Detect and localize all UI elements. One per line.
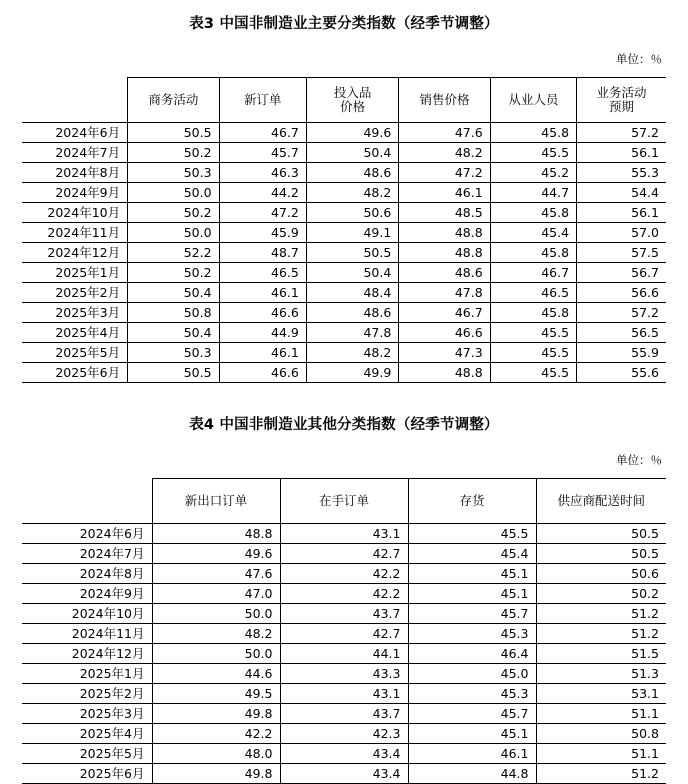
row-label: 2025年2月 — [22, 283, 128, 303]
table-row — [22, 704, 666, 724]
table4-unit-gap — [22, 468, 666, 478]
cell-value: 47.8 — [306, 323, 398, 343]
cell-value: 48.8 — [399, 223, 490, 243]
cell-value: 48.8 — [152, 524, 280, 544]
cell-value: 48.7 — [219, 243, 306, 263]
cell-value: 44.2 — [219, 183, 306, 203]
cell-value: 50.3 — [128, 163, 219, 183]
table3-unit-gap — [22, 67, 666, 77]
table3-col-header-line2: 预期 — [609, 99, 635, 114]
table4-col-header — [408, 479, 536, 524]
cell-value: 46.1 — [219, 343, 306, 363]
row-label: 2024年12月 — [22, 243, 128, 263]
cell-value: 57.5 — [577, 243, 666, 263]
row-label: 2024年8月 — [22, 163, 128, 183]
cell-value: 45.5 — [490, 143, 576, 163]
cell-value: 45.5 — [490, 363, 576, 383]
cell-value: 50.6 — [306, 203, 398, 223]
cell-value: 50.5 — [536, 524, 666, 544]
cell-value: 50.0 — [128, 223, 219, 243]
table3-col-header-line1: 新订单 — [243, 91, 282, 107]
cell-value: 46.7 — [399, 303, 490, 323]
row-label: 2024年6月 — [22, 524, 152, 544]
cell-value: 46.6 — [219, 363, 306, 383]
table3-col-header-line1: 从业人员 — [508, 91, 559, 107]
cell-value: 45.8 — [490, 203, 576, 223]
row-label: 2024年6月 — [22, 123, 128, 143]
cell-value: 46.4 — [408, 644, 536, 664]
table-row — [22, 564, 666, 584]
cell-value: 51.2 — [536, 764, 666, 784]
cell-value: 49.9 — [306, 363, 398, 383]
table4-col-header-line1: 新出口订单 — [184, 492, 248, 508]
cell-value: 46.6 — [219, 303, 306, 323]
cell-value: 45.0 — [408, 664, 536, 684]
cell-value: 50.6 — [536, 564, 666, 584]
cell-value: 49.8 — [152, 764, 280, 784]
cell-value: 46.1 — [399, 183, 490, 203]
cell-value: 43.1 — [280, 684, 408, 704]
cell-value: 45.1 — [408, 724, 536, 744]
table-row — [22, 203, 666, 223]
cell-value: 42.2 — [280, 564, 408, 584]
cell-value: 56.1 — [577, 203, 666, 223]
cell-value: 48.2 — [306, 343, 398, 363]
table-row — [22, 263, 666, 283]
cell-value: 51.2 — [536, 604, 666, 624]
cell-value: 57.2 — [577, 123, 666, 143]
cell-value: 56.1 — [577, 143, 666, 163]
table3-col-header — [577, 78, 666, 123]
cell-value: 48.2 — [152, 624, 280, 644]
table-row — [22, 664, 666, 684]
cell-value: 50.2 — [128, 263, 219, 283]
cell-value: 50.5 — [536, 544, 666, 564]
cell-value: 47.2 — [399, 163, 490, 183]
cell-value: 50.0 — [152, 644, 280, 664]
cell-value: 46.5 — [219, 263, 306, 283]
cell-value: 52.2 — [128, 243, 219, 263]
cell-value: 42.2 — [280, 584, 408, 604]
table4-unit: 单位：％ — [616, 453, 662, 467]
cell-value: 44.1 — [280, 644, 408, 664]
table-row — [22, 604, 666, 624]
cell-value: 50.2 — [128, 203, 219, 223]
cell-value: 47.2 — [219, 203, 306, 223]
table3-col-header — [219, 78, 306, 123]
table-row — [22, 243, 666, 263]
cell-value: 44.7 — [490, 183, 576, 203]
cell-value: 57.2 — [577, 303, 666, 323]
table-row — [22, 123, 666, 143]
table3-col-header-line1: 投入品 — [333, 84, 372, 100]
cell-value: 53.1 — [536, 684, 666, 704]
table3-title-gap — [22, 33, 666, 51]
cell-value: 46.5 — [490, 283, 576, 303]
cell-value: 51.1 — [536, 744, 666, 764]
table3-col-header — [128, 78, 219, 123]
table4-col-header-line1: 存货 — [459, 492, 485, 508]
row-label: 2024年9月 — [22, 584, 152, 604]
row-label: 2024年7月 — [22, 143, 128, 163]
table4-corner-cell — [22, 479, 152, 524]
row-label: 2025年1月 — [22, 263, 128, 283]
cell-value: 50.3 — [128, 343, 219, 363]
cell-value: 42.7 — [280, 544, 408, 564]
cell-value: 48.5 — [399, 203, 490, 223]
cell-value: 43.1 — [280, 524, 408, 544]
table3-header-row — [22, 78, 666, 123]
row-label: 2025年4月 — [22, 724, 152, 744]
cell-value: 45.7 — [408, 604, 536, 624]
table-row — [22, 283, 666, 303]
cell-value: 43.4 — [280, 744, 408, 764]
row-label: 2024年8月 — [22, 564, 152, 584]
cell-value: 46.1 — [219, 283, 306, 303]
cell-value: 51.3 — [536, 664, 666, 684]
table-row — [22, 544, 666, 564]
cell-value: 48.8 — [399, 243, 490, 263]
table-row — [22, 303, 666, 323]
table4-col-header — [536, 479, 666, 524]
table-row — [22, 323, 666, 343]
cell-value: 48.8 — [399, 363, 490, 383]
cell-value: 49.6 — [152, 544, 280, 564]
table-row — [22, 143, 666, 163]
cell-value: 46.6 — [399, 323, 490, 343]
cell-value: 48.6 — [306, 303, 398, 323]
cell-value: 55.3 — [577, 163, 666, 183]
table-row — [22, 624, 666, 644]
cell-value: 47.8 — [399, 283, 490, 303]
cell-value: 55.6 — [577, 363, 666, 383]
cell-value: 50.0 — [128, 183, 219, 203]
cell-value: 49.5 — [152, 684, 280, 704]
cell-value: 49.1 — [306, 223, 398, 243]
cell-value: 50.5 — [128, 123, 219, 143]
table3-col-header-line1: 销售价格 — [419, 91, 470, 107]
cell-value: 49.8 — [152, 704, 280, 724]
cell-value: 50.4 — [306, 143, 398, 163]
table4 — [22, 478, 666, 784]
cell-value: 56.7 — [577, 263, 666, 283]
row-label: 2024年9月 — [22, 183, 128, 203]
row-label: 2024年12月 — [22, 644, 152, 664]
cell-value: 46.3 — [219, 163, 306, 183]
cell-value: 50.4 — [128, 323, 219, 343]
table3-col-header-line2: 价格 — [340, 99, 366, 114]
cell-value: 45.2 — [490, 163, 576, 183]
cell-value: 45.8 — [490, 303, 576, 323]
cell-value: 48.6 — [399, 263, 490, 283]
row-label: 2025年2月 — [22, 684, 152, 704]
cell-value: 43.3 — [280, 664, 408, 684]
cell-value: 45.1 — [408, 584, 536, 604]
cell-value: 46.7 — [219, 123, 306, 143]
table3 — [22, 77, 666, 383]
cell-value: 44.9 — [219, 323, 306, 343]
table4-col-header-line1: 供应商配送时间 — [557, 492, 645, 508]
cell-value: 43.7 — [280, 604, 408, 624]
table4-header-row — [22, 479, 666, 524]
cell-value: 50.4 — [306, 263, 398, 283]
cell-value: 45.3 — [408, 624, 536, 644]
cell-value: 55.9 — [577, 343, 666, 363]
cell-value: 47.3 — [399, 343, 490, 363]
cell-value: 45.8 — [490, 243, 576, 263]
table4-col-header-line1: 在手订单 — [318, 492, 369, 508]
cell-value: 45.4 — [490, 223, 576, 243]
top-spacer — [0, 0, 688, 12]
table4-body — [22, 524, 666, 784]
cell-value: 54.4 — [577, 183, 666, 203]
table4-col-header — [280, 479, 408, 524]
table-row — [22, 644, 666, 664]
cell-value: 48.0 — [152, 744, 280, 764]
cell-value: 51.1 — [536, 704, 666, 724]
cell-value: 47.0 — [152, 584, 280, 604]
cell-value: 48.6 — [306, 163, 398, 183]
cell-value: 42.2 — [152, 724, 280, 744]
row-label: 2025年1月 — [22, 664, 152, 684]
table3-title: 表3 中国非制造业主要分类指数（经季节调整） — [189, 16, 499, 32]
cell-value: 47.6 — [399, 123, 490, 143]
table-row — [22, 343, 666, 363]
table3-block — [0, 12, 688, 383]
cell-value: 56.6 — [577, 283, 666, 303]
row-label: 2025年6月 — [22, 363, 128, 383]
cell-value: 50.4 — [128, 283, 219, 303]
table4-title-gap — [22, 434, 666, 452]
table-row — [22, 764, 666, 784]
table-row — [22, 744, 666, 764]
row-label: 2025年3月 — [22, 303, 128, 323]
table-row — [22, 724, 666, 744]
table-row — [22, 524, 666, 544]
row-label: 2025年5月 — [22, 744, 152, 764]
cell-value: 45.4 — [408, 544, 536, 564]
cell-value: 45.7 — [408, 704, 536, 724]
cell-value: 46.1 — [408, 744, 536, 764]
cell-value: 49.6 — [306, 123, 398, 143]
cell-value: 45.1 — [408, 564, 536, 584]
cell-value: 57.0 — [577, 223, 666, 243]
row-label: 2025年6月 — [22, 764, 152, 784]
table-row — [22, 223, 666, 243]
cell-value: 48.2 — [399, 143, 490, 163]
cell-value: 46.7 — [490, 263, 576, 283]
row-label: 2024年10月 — [22, 203, 128, 223]
cell-value: 50.8 — [128, 303, 219, 323]
row-label: 2025年3月 — [22, 704, 152, 724]
cell-value: 42.7 — [280, 624, 408, 644]
table4-col-header — [152, 479, 280, 524]
cell-value: 42.3 — [280, 724, 408, 744]
cell-value: 50.5 — [306, 243, 398, 263]
cell-value: 56.5 — [577, 323, 666, 343]
table3-corner-cell — [22, 78, 128, 123]
cell-value: 44.6 — [152, 664, 280, 684]
row-label: 2024年10月 — [22, 604, 152, 624]
row-label: 2025年4月 — [22, 323, 128, 343]
table3-col-header — [399, 78, 490, 123]
cell-value: 45.3 — [408, 684, 536, 704]
table3-body — [22, 123, 666, 383]
table-row — [22, 163, 666, 183]
table4-title: 表4 中国非制造业其他分类指数（经季节调整） — [189, 417, 499, 433]
table3-col-header — [490, 78, 576, 123]
cell-value: 45.5 — [490, 323, 576, 343]
between-tables-spacer — [0, 383, 688, 413]
table-row — [22, 684, 666, 704]
cell-value: 45.8 — [490, 123, 576, 143]
table-row — [22, 183, 666, 203]
cell-value: 50.5 — [128, 363, 219, 383]
cell-value: 50.2 — [536, 584, 666, 604]
cell-value: 45.7 — [219, 143, 306, 163]
cell-value: 48.2 — [306, 183, 398, 203]
table3-unit: 单位：％ — [616, 52, 662, 66]
cell-value: 51.5 — [536, 644, 666, 664]
row-label: 2024年11月 — [22, 624, 152, 644]
cell-value: 50.8 — [536, 724, 666, 744]
table3-col-header-line1: 业务活动 — [596, 84, 647, 100]
cell-value: 48.4 — [306, 283, 398, 303]
cell-value: 47.6 — [152, 564, 280, 584]
row-label: 2025年5月 — [22, 343, 128, 363]
cell-value: 50.2 — [128, 143, 219, 163]
cell-value: 43.7 — [280, 704, 408, 724]
table3-col-header-line1: 商务活动 — [148, 91, 199, 107]
cell-value: 51.2 — [536, 624, 666, 644]
row-label: 2024年11月 — [22, 223, 128, 243]
table-row — [22, 363, 666, 383]
cell-value: 45.5 — [490, 343, 576, 363]
table3-col-header — [306, 78, 398, 123]
cell-value: 43.4 — [280, 764, 408, 784]
cell-value: 45.5 — [408, 524, 536, 544]
cell-value: 50.0 — [152, 604, 280, 624]
cell-value: 45.9 — [219, 223, 306, 243]
cell-value: 44.8 — [408, 764, 536, 784]
table4-block — [0, 413, 688, 784]
table-row — [22, 584, 666, 604]
row-label: 2024年7月 — [22, 544, 152, 564]
